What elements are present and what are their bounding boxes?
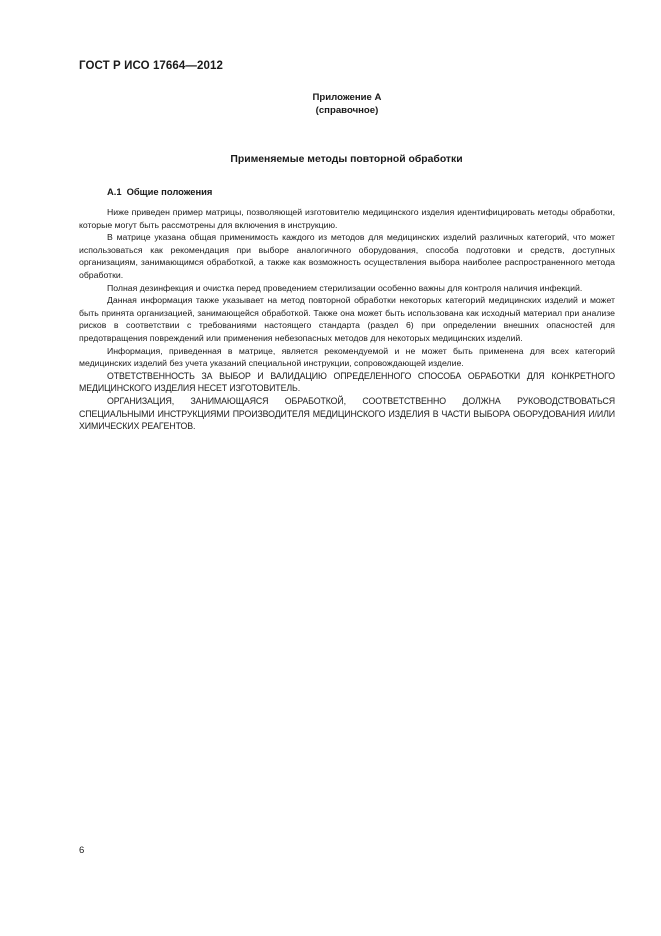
paragraph: Данная информация также указывает на метод повторной обработки некоторых категорий медицинских изделий и может быть принята организацией, занимающейся обработкой. Также она может быть использована как исходный материал при анализе рисков в соответствии с требованиями настоящего стандарта (раздел 6) при определении внешних опасностей для предотвращения повреждений или применения небезопасных методов для некоторых медицинских изделий. — [79, 295, 615, 343]
section-title: Общие положения — [126, 186, 213, 197]
appendix-label — [300, 91, 394, 117]
appendix-type: (справочное) — [315, 105, 379, 116]
paragraph: Ниже приведен пример матрицы, позволяющей изготовителю медицинского изделия идентифицировать методы обработки, которые могут быть рассмотрены для включения в инструкцию. — [79, 207, 615, 230]
page-number: 6 — [79, 845, 85, 856]
paragraph: ОРГАНИЗАЦИЯ, ЗАНИМАЮЩАЯСЯ ОБРАБОТКОЙ, СООТВЕТСТВЕННО ДОЛЖНА РУКОВОДСТВОВАТЬСЯ СПЕЦИАЛЬНЫМИ ИНСТРУКЦИЯМИ ПРОИЗВОДИТЕЛЯ МЕДИЦИНСКОГО ИЗДЕЛИЯ В ЧАСТИ ВЫБОРА ОБОРУДОВАНИЯ И/ИЛИ ХИМИЧЕСКИХ РЕАГЕНТОВ. — [79, 395, 615, 432]
page-title: Применяемые методы повторной обработки — [230, 154, 463, 165]
section-number: А.1 — [107, 186, 122, 197]
appendix-title: Приложение А — [312, 92, 382, 103]
paragraph: В матрице указана общая применимость каждого из методов для медицинских изделий различных категорий, что может использоваться как рекомендация при выборе аналогичного оборудования, способа подготовки и средств, доступных организациям, занимающимся обработкой, а также как возможность осуществления выбора наиболее распространенного метода обработки. — [79, 232, 615, 280]
body-text — [79, 206, 615, 433]
paragraph: Информация, приведенная в матрице, является рекомендуемой и не может быть применена для всех категорий медицинских изделий без учета указаний специальной инструкции, сопровождающей изделие. — [79, 345, 615, 369]
document-code: ГОСТ Р ИСО 17664—2012 — [79, 60, 224, 72]
section-heading — [107, 186, 212, 197]
paragraph: Полная дезинфекция и очистка перед проведением стерилизации особенно важны для контроля наличия инфекций. — [107, 282, 583, 293]
paragraph: ОТВЕТСТВЕННОСТЬ ЗА ВЫБОР И ВАЛИДАЦИЮ ОПРЕДЕЛЕННОГО СПОСОБА ОБРАБОТКИ ДЛЯ КОНКРЕТНОГО МЕДИЦИНСКОГО ИЗДЕЛИЯ НЕСЕТ ИЗГОТОВИТЕЛЬ. — [79, 370, 615, 394]
